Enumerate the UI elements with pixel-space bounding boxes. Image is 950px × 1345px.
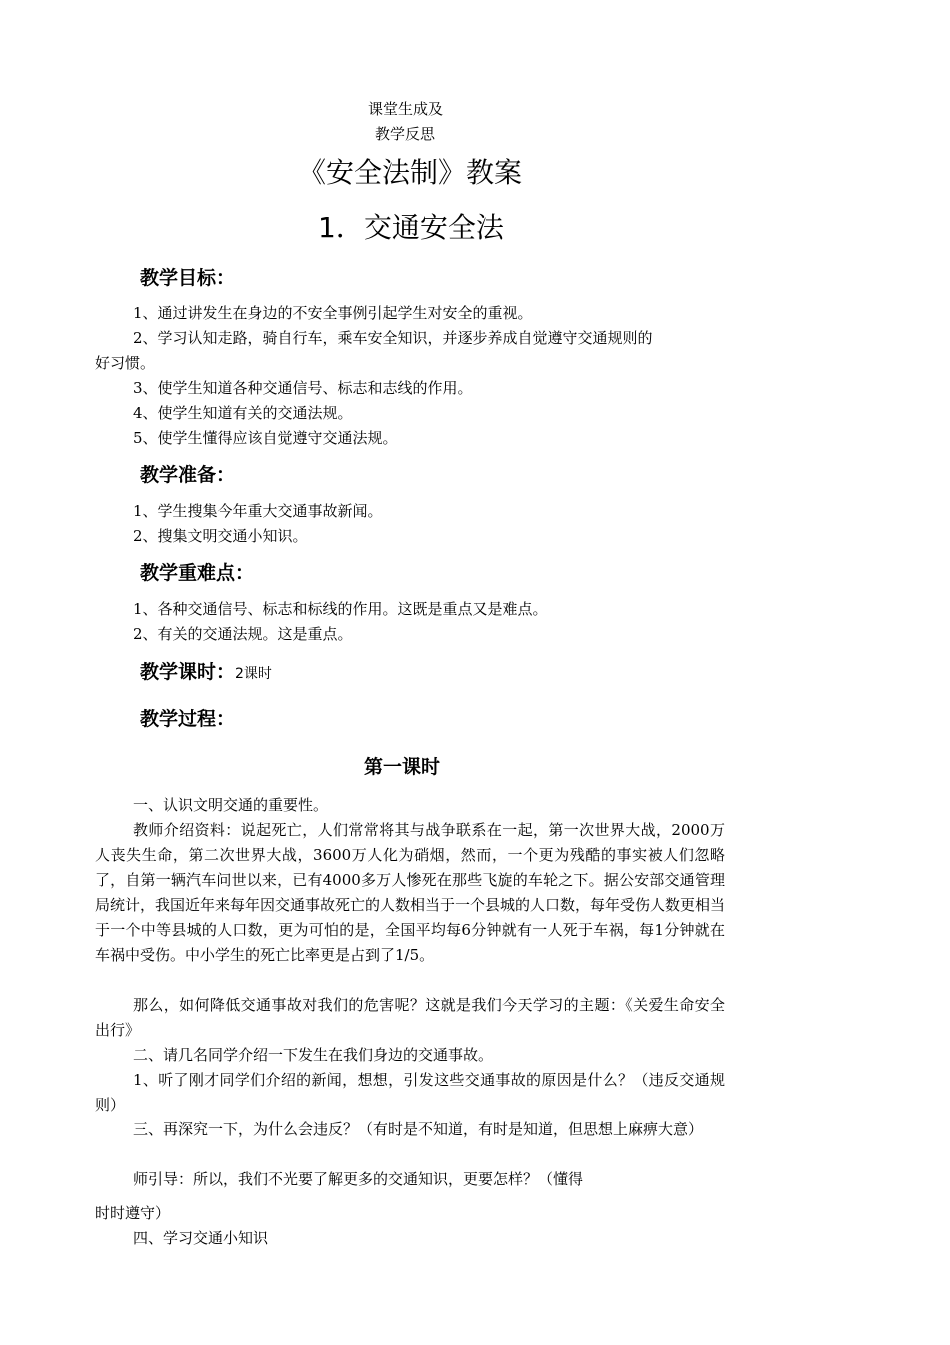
lesson-paragraph: 三、再深究一下，为什么会违反？（有时是不知道，有时是知道，但思想上麻痹大意） [133,1120,704,1138]
hours-row [140,657,272,684]
preparation-item: 2、搜集文明交通小知识。 [133,527,308,545]
process-heading: 教学过程： [140,708,236,730]
objective-item: 2、学习认知走路，骑自行车，乘车安全知识，并逐步养成自觉遵守交通规则的 [133,329,653,347]
preparation-heading: 教学准备： [140,464,236,486]
lesson-paragraph: 师引导：所以，我们不光要了解更多的交通知识，更要怎样？（懂得 [133,1170,584,1188]
hours-label: 教学课时： [140,661,236,683]
lesson-paragraph: 时时遵守） [95,1204,171,1222]
lesson-paragraph: 二、请几名同学介绍一下发生在我们身边的交通事故。 [133,1046,494,1064]
objectives-heading: 教学目标： [140,267,236,289]
side-note-line2: 教学反思 [375,125,436,143]
objective-item: 4、使学生知道有关的交通法规。 [133,404,353,422]
objective-item: 1、通过讲发生在身边的不安全事例引起学生对安全的重视。 [133,304,533,322]
objective-item: 3、使学生知道各种交通信号、标志和志线的作用。 [133,379,473,397]
objective-item: 好习惯。 [95,354,156,372]
key-point-item: 1、各种交通信号、标志和标线的作用。这既是重点又是难点。 [133,600,548,618]
side-note-line1: 课堂生成及 [368,100,444,118]
document-title: 《安全法制》教案 [298,156,523,189]
objective-item: 5、使学生懂得应该自觉遵守交通法规。 [133,429,398,447]
lesson-title: 1．交通安全法 [318,211,504,244]
key-points-heading: 教学重难点： [140,562,255,584]
key-point-item: 2、有关的交通法规。这是重点。 [133,625,353,643]
first-lesson-title: 第一课时 [364,756,441,778]
preparation-item: 1、学生搜集今年重大交通事故新闻。 [133,502,383,520]
lesson-paragraph: 1、听了刚才同学们介绍的新闻，想想，引发这些交通事故的原因是什么？（违反交通规则） [95,1071,725,1114]
lesson-paragraph: 四、学习交通小知识 [133,1229,269,1247]
lesson-paragraph: 那么，如何降低交通事故对我们的危害呢？这就是我们今天学习的主题：《关爱生命安全出行》 [95,996,725,1039]
lesson-paragraph: 一、认识文明交通的重要性。 [133,796,329,814]
lesson-paragraph: 教师介绍资料：说起死亡，人们常常将其与战争联系在一起，第一次世界大战，2000万人丧失生命，第二次世界大战，3600万人化为硝烟，然而，一个更为残酷的事实被人们忽略了，自第一辆汽车问世以来，已有4000多万人惨死在那些飞旋的车轮之下。据公安部交通管理局统计，我国近年来每年因交通事故死亡的人数相当于一个县城的人口数，每年受伤人数更相当于一个中等县城的人口数，更为可怕的是，全国平均每6分钟就有一人死于车祸，每1分钟就在车祸中受伤。中小学生的死亡比率更是占到了1/5。 [95,821,726,964]
hours-value: 2课时 [235,666,272,682]
